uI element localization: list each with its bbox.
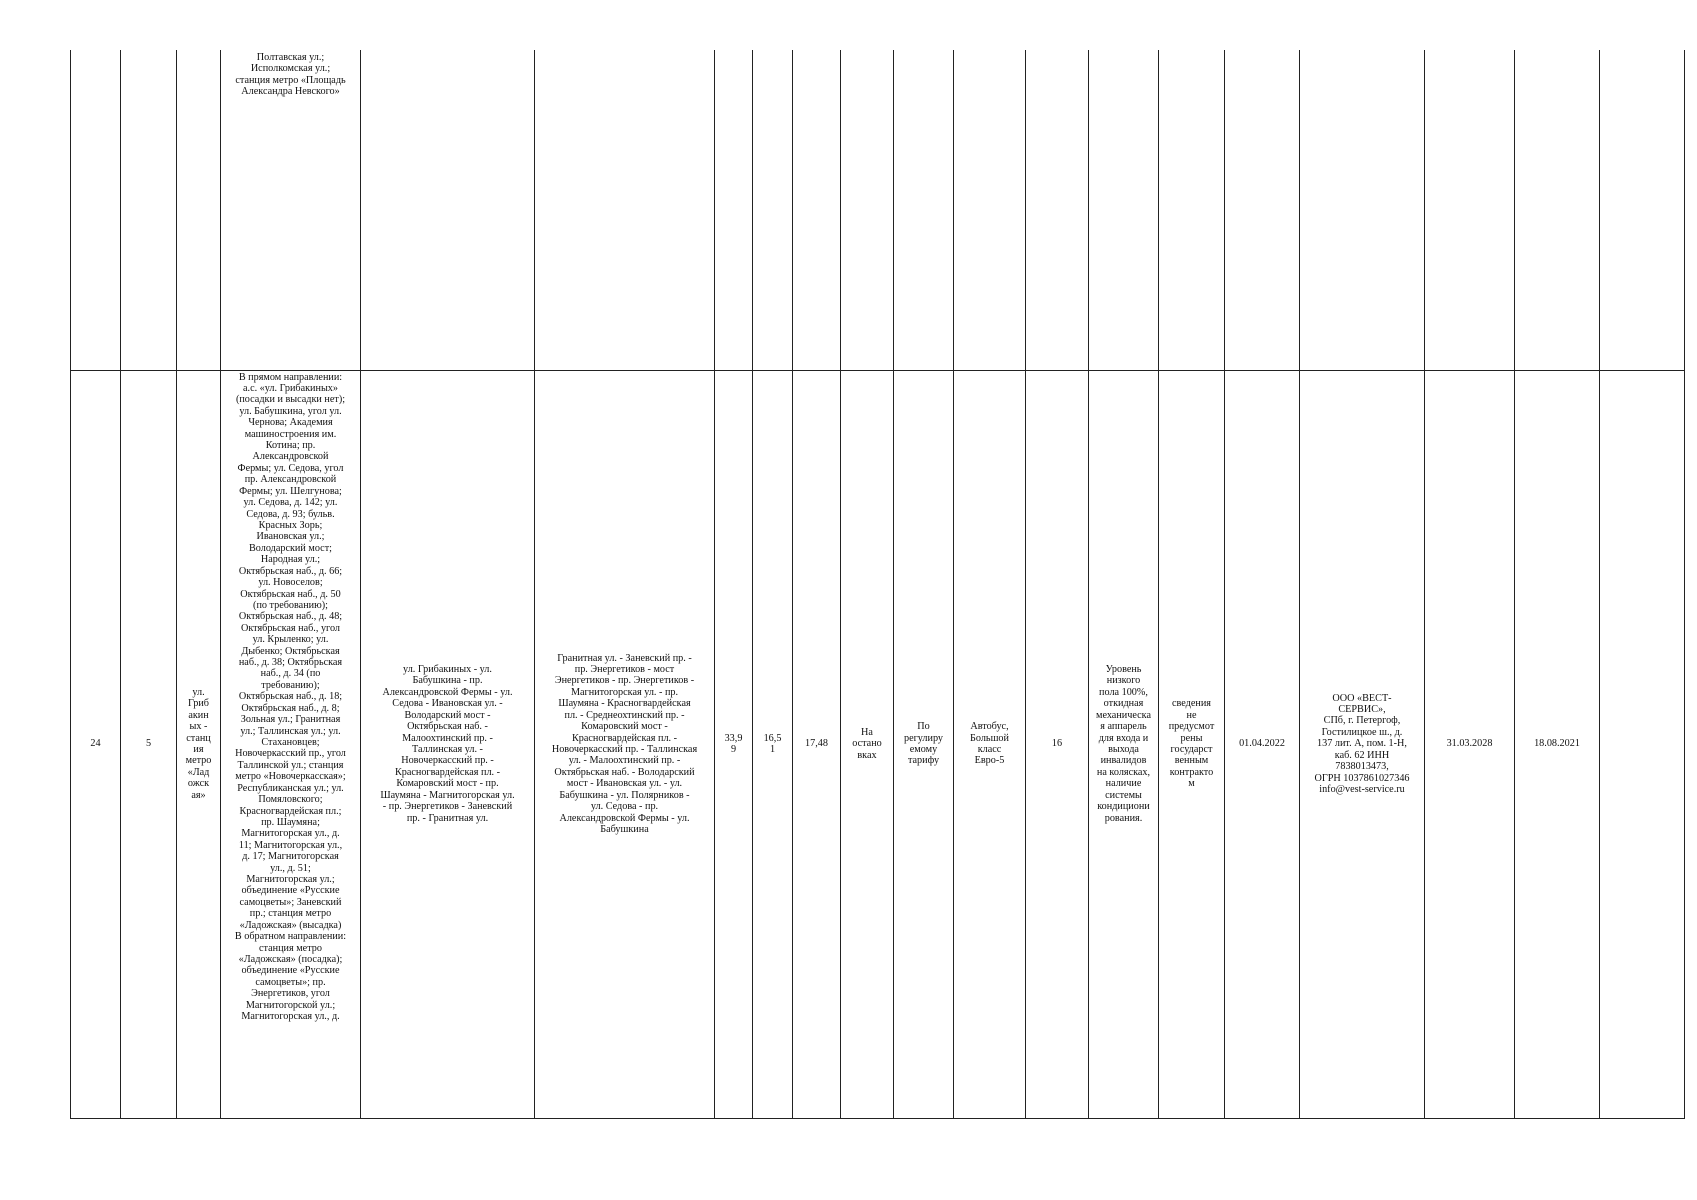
cell-tariff-type: По регулиру емому тарифу [894,370,954,1118]
cell-streets-backward [535,50,715,370]
cell-length-total: 17,48 [793,370,841,1118]
cell-notes [1600,370,1685,1118]
cell-tariff-type [894,50,954,370]
cell-stops: Полтавская ул.; Исполкомская ул.; станция метро «Площадь Александра Невского» [221,50,361,370]
cell-contract-info: сведения не предусмот рены государст венным контракто м [1159,370,1225,1118]
cell-route-name [177,50,221,370]
table-row-continued [71,50,1685,370]
cell-vehicle-count [1026,50,1089,370]
cell-streets-forward [361,50,535,370]
cell-length-backward [753,50,793,370]
cell-streets-backward: Гранитная ул. - Заневский пр. - пр. Энергетиков - мост Энергетиков - пр. Энергетиков - Магнитогорская ул. - пр. Шаумяна - Красногвардейская пл. - Среднеохтинский пр. - Комаровский мост - Красногвардейская пл. - Новочеркасский пр. - Таллинская ул. - Малоохтинский пр. - Октябрьская наб. - Володарский мост - Ивановская ул. - ул. Бабушкина - ул. Полярников - ул. Седова - пр. Александровской Фермы - ул. Бабушкина [535,370,715,1118]
cell-carrier: ООО «ВЕСТ- СЕРВИС», СПб, г. Петергоф, Гостилицкое ш., д. 137 лит. А, пом. 1-Н, каб. 62 ИНН 7838013473, ОГРН 1037861027346 info@vest-service.ru [1300,370,1425,1118]
cell-start-date [1225,50,1300,370]
cell-length-total [793,50,841,370]
cell-streets-forward: ул. Грибакиных - ул. Бабушкина - пр. Александровской Фермы - ул. Седова - Ивановская ул. - Володарский мост - Октябрьская наб. - Малоохтинский пр. - Таллинская ул. - Новочеркасский пр. - Красногвардейская пл. - Комаровский мост - пр. Шаумяна - Магнитогорская ул. - пр. Энергетиков - Заневский пр. - Гранитная ул. [361,370,535,1118]
cell-length-forward: 33,9 9 [715,370,753,1118]
cell-notes [1600,50,1685,370]
cell-row-number: 24 [71,370,121,1118]
cell-start-date: 01.04.2022 [1225,370,1300,1118]
cell-route-number [121,50,177,370]
cell-contract-date: 18.08.2021 [1515,370,1600,1118]
cell-vehicle-type: Автобус, Большой класс Евро-5 [954,370,1026,1118]
cell-route-number: 5 [121,370,177,1118]
cell-row-number [71,50,121,370]
cell-boarding-order [841,50,894,370]
cell-contract-info [1159,50,1225,370]
cell-end-date: 31.03.2028 [1425,370,1515,1118]
cell-carrier [1300,50,1425,370]
cell-vehicle-features [1089,50,1159,370]
cell-vehicle-features: Уровень низкого пола 100%, откидная механическа я аппарель для входа и выхода инвалидов на колясках, наличие системы кондициони рования. [1089,370,1159,1118]
cell-vehicle-count: 16 [1026,370,1089,1118]
cell-boarding-order: На остано вках [841,370,894,1118]
cell-end-date [1425,50,1515,370]
cell-contract-date [1515,50,1600,370]
cell-vehicle-type [954,50,1026,370]
routes-register-table [70,50,1685,1119]
table-row [71,370,1685,1118]
cell-length-forward [715,50,753,370]
cell-stops: В прямом направлении: а.с. «ул. Грибакиных» (посадки и высадки нет); ул. Бабушкина, угол ул. Чернова; Академия машиностроения им. Котина; пр. Александровской Фермы; ул. Седова, угол пр. Александровской Фермы; ул. Шелгунова; ул. Седова, д. 142; ул. Седова, д. 93; бульв. Красных Зорь; Ивановская ул.; Володарский мост; Народная ул.; Октябрьская наб., д. 66; ул. Новоселов; Октябрьская наб., д. 50 (по требованию); Октябрьская наб., д. 48; Октябрьская наб., угол ул. Крыленко; ул. Дыбенко; Октябрьская наб., д. 38; Октябрьская наб., д. 34 (по требованию); Октябрьская наб., д. 18; Октябрьская наб., д. 8; Зольная ул.; Гранитная ул.; Таллинская ул.; ул. Стахановцев; Новочеркасский пр., угол Таллинской ул.; станция метро «Новочеркасская»; Республиканская ул.; ул. Помяловского; Красногвардейская пл.; пр. Шаумяна; Магнитогорская ул., д. 11; Магнитогорская ул., д. 17; Магнитогорская ул., д. 51; Магнитогорская ул.; объединение «Русские самоцветы»; Заневский пр.; станция метро «Ладожская» (высадка) В обратном направлении: станция метро «Ладожская» (посадка); объединение «Русские самоцветы»; пр. Энергетиков, угол Магнитогорской ул.; Магнитогорская ул., д. [221,370,361,1118]
cell-length-backward: 16,5 1 [753,370,793,1118]
cell-route-name: ул. Гриб акин ых - станц ия метро «Лад ожск ая» [177,370,221,1118]
